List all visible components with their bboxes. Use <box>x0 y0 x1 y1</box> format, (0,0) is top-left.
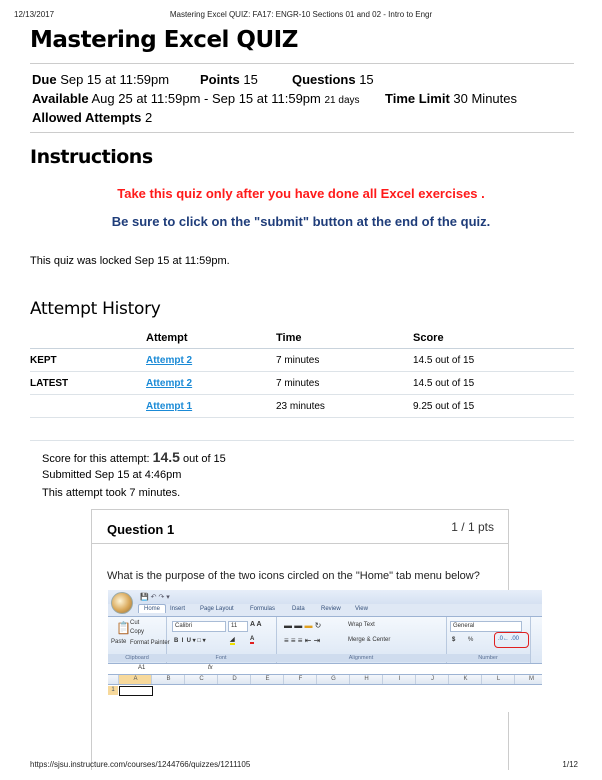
column-header: B <box>151 675 185 684</box>
attempt-time: 23 minutes <box>276 395 413 418</box>
quick-access-icons: 💾 ↶ ↷ ▾ <box>140 594 170 601</box>
highlight-circle <box>494 632 529 648</box>
ribbon-tab-view: View <box>355 606 368 612</box>
ribbon-tab-review: Review <box>321 606 341 612</box>
table-row <box>30 395 574 418</box>
due-label: Due <box>32 72 57 87</box>
column-headers <box>108 675 542 685</box>
column-header: J <box>415 675 449 684</box>
locked-notice: This quiz was locked Sep 15 at 11:59pm. <box>30 255 230 267</box>
ribbon-tab-insert: Insert <box>170 606 186 612</box>
card-border <box>91 712 92 760</box>
vertical-align-icons: ▬ ▬ ▬ ↻ <box>284 621 322 630</box>
column-header: G <box>316 675 350 684</box>
print-footer <box>30 760 588 769</box>
score-suffix: out of 15 <box>182 453 226 465</box>
fill-color-icon: ◢ <box>230 637 235 643</box>
font-group-label: Font <box>166 654 276 662</box>
points-value: 15 <box>243 72 258 87</box>
column-header: E <box>250 675 284 684</box>
column-header: I <box>382 675 416 684</box>
paste-icon: 📋 <box>116 621 131 635</box>
number-group <box>446 617 531 663</box>
allowed-attempts-detail <box>32 110 152 125</box>
points-label: Points <box>200 72 240 87</box>
ribbon-tab-data: Data <box>292 606 305 612</box>
paste-label: Paste <box>111 639 127 645</box>
ribbon-tab-page-layout: Page Layout <box>200 606 234 612</box>
wrap-text-label: Wrap Text <box>348 622 375 628</box>
clipboard-group <box>108 617 170 663</box>
merge-center-label: Merge & Center <box>348 637 391 643</box>
column-header: F <box>283 675 317 684</box>
copy-label: Copy <box>130 629 145 635</box>
row-label <box>30 395 146 418</box>
print-title: Mastering Excel QUIZ: FA17: ENGR-10 Sections 01 and 02 - Intro to Engr <box>169 10 433 19</box>
page-number: 1/12 <box>562 760 578 769</box>
row-label: KEPT <box>30 349 146 372</box>
column-header: L <box>481 675 515 684</box>
alignment-group-label: Alignment <box>276 654 446 662</box>
available-label: Available <box>32 91 89 106</box>
question-name: Question 1 <box>107 522 175 537</box>
question-text: What is the purpose of the two icons circled on the "Home" tab menu below? <box>107 570 480 582</box>
attempt-duration: This attempt took 7 minutes. <box>42 487 181 499</box>
column-header: M <box>514 675 542 684</box>
card-border <box>508 712 509 760</box>
quiz-details-row-1 <box>32 72 169 87</box>
column-header: K <box>448 675 482 684</box>
formula-bar <box>108 664 542 675</box>
name-box: A1 <box>138 665 146 671</box>
submitted-time: Submitted Sep 15 at 4:46pm <box>42 469 182 481</box>
worksheet-grid <box>108 685 542 712</box>
table-header-row <box>30 328 574 349</box>
selected-cell-a1 <box>119 686 153 696</box>
score-value: 14.5 <box>152 449 180 465</box>
bold-italic-underline-icons: B I U ▾ □ ▾ <box>174 638 206 644</box>
column-header <box>30 328 146 349</box>
score-prefix: Score for this attempt: <box>42 453 150 465</box>
table-row-empty <box>30 418 574 441</box>
ribbon-body <box>108 616 542 664</box>
cut-label: Cut <box>130 620 140 626</box>
percent-icon: % <box>468 637 474 643</box>
font-group <box>166 617 277 663</box>
fx-icon: fx <box>208 665 213 671</box>
column-header: D <box>217 675 251 684</box>
time-limit-detail <box>385 91 517 106</box>
attempt-time: 7 minutes <box>276 372 413 395</box>
attempt-score: 14.5 out of 15 <box>413 372 574 395</box>
instructions-heading: Instructions <box>30 146 153 168</box>
attempt-history-table <box>30 328 574 441</box>
table-row <box>30 372 574 395</box>
attempt-time: 7 minutes <box>276 349 413 372</box>
attempt-link[interactable]: Attempt 2 <box>146 354 193 366</box>
horizontal-align-icons: ≡ ≡ ≡ ⇤ ⇥ <box>284 636 321 645</box>
points-detail <box>200 72 258 87</box>
number-format-box: General <box>450 621 522 632</box>
quick-access-toolbar <box>108 590 542 604</box>
currency-icon: $ <box>452 637 456 643</box>
attempt-score: 9.25 out of 15 <box>413 395 574 418</box>
instruction-warning: Take this quiz only after you have done all Excel exercises . <box>117 186 485 201</box>
font-color-icon: A <box>250 636 255 642</box>
question-header <box>92 510 508 544</box>
grow-shrink-font-icons: A A <box>250 621 262 628</box>
font-size-box: 11 <box>228 621 248 632</box>
attempt-score: 14.5 out of 15 <box>413 349 574 372</box>
print-date: 12/13/2017 <box>14 10 55 19</box>
column-header: H <box>349 675 383 684</box>
allowed-attempts-value: 2 <box>144 110 153 125</box>
quiz-title: Mastering Excel QUIZ <box>30 27 298 53</box>
clipboard-group-label: Clipboard <box>108 654 166 662</box>
attempt-link[interactable]: Attempt 2 <box>146 377 193 389</box>
questions-label: Questions <box>292 72 356 87</box>
table-row <box>30 349 574 372</box>
available-value: Aug 25 at 11:59pm - Sep 15 at 11:59pm <box>91 91 321 106</box>
allowed-attempts-label: Allowed Attempts <box>32 110 142 125</box>
divider <box>30 132 574 133</box>
questions-detail <box>292 72 374 87</box>
ribbon-tab-formulas: Formulas <box>250 606 276 612</box>
font-name-box: Calibri <box>172 621 226 632</box>
column-header-a: A <box>118 675 152 684</box>
divider <box>30 63 574 64</box>
question-points: 1 / 1 pts <box>451 520 494 534</box>
row-header-1: 1 <box>108 686 118 695</box>
format-painter-label: Format Painter <box>130 640 170 646</box>
attempt-history-heading: Attempt History <box>30 299 161 319</box>
column-header-score: Score <box>413 328 574 349</box>
due-value: Sep 15 at 11:59pm <box>60 72 170 87</box>
attempt-link[interactable]: Attempt 1 <box>146 400 193 412</box>
time-limit-label: Time Limit <box>385 91 450 106</box>
column-header-attempt: Attempt <box>146 328 276 349</box>
number-group-label: Number <box>446 654 530 662</box>
time-limit-value: 30 Minutes <box>453 91 517 106</box>
instruction-submit-note: Be sure to click on the "submit" button at the end of the quiz. <box>111 214 491 229</box>
column-header: C <box>184 675 218 684</box>
increase-decrease-decimal-icons: .0← .00 <box>498 636 520 642</box>
excel-ribbon-image <box>108 590 542 712</box>
page-url: https://sjsu.instructure.com/courses/1244766/quizzes/1211105 <box>30 760 251 769</box>
alignment-group <box>276 617 447 663</box>
questions-value: 15 <box>359 72 374 87</box>
row-label: LATEST <box>30 372 146 395</box>
ribbon-tab-home: Home <box>138 604 166 613</box>
available-detail <box>32 91 360 106</box>
attempt-score <box>42 449 226 465</box>
available-days: 21 days <box>324 95 360 106</box>
ribbon-tabs <box>108 604 542 616</box>
column-header-time: Time <box>276 328 413 349</box>
